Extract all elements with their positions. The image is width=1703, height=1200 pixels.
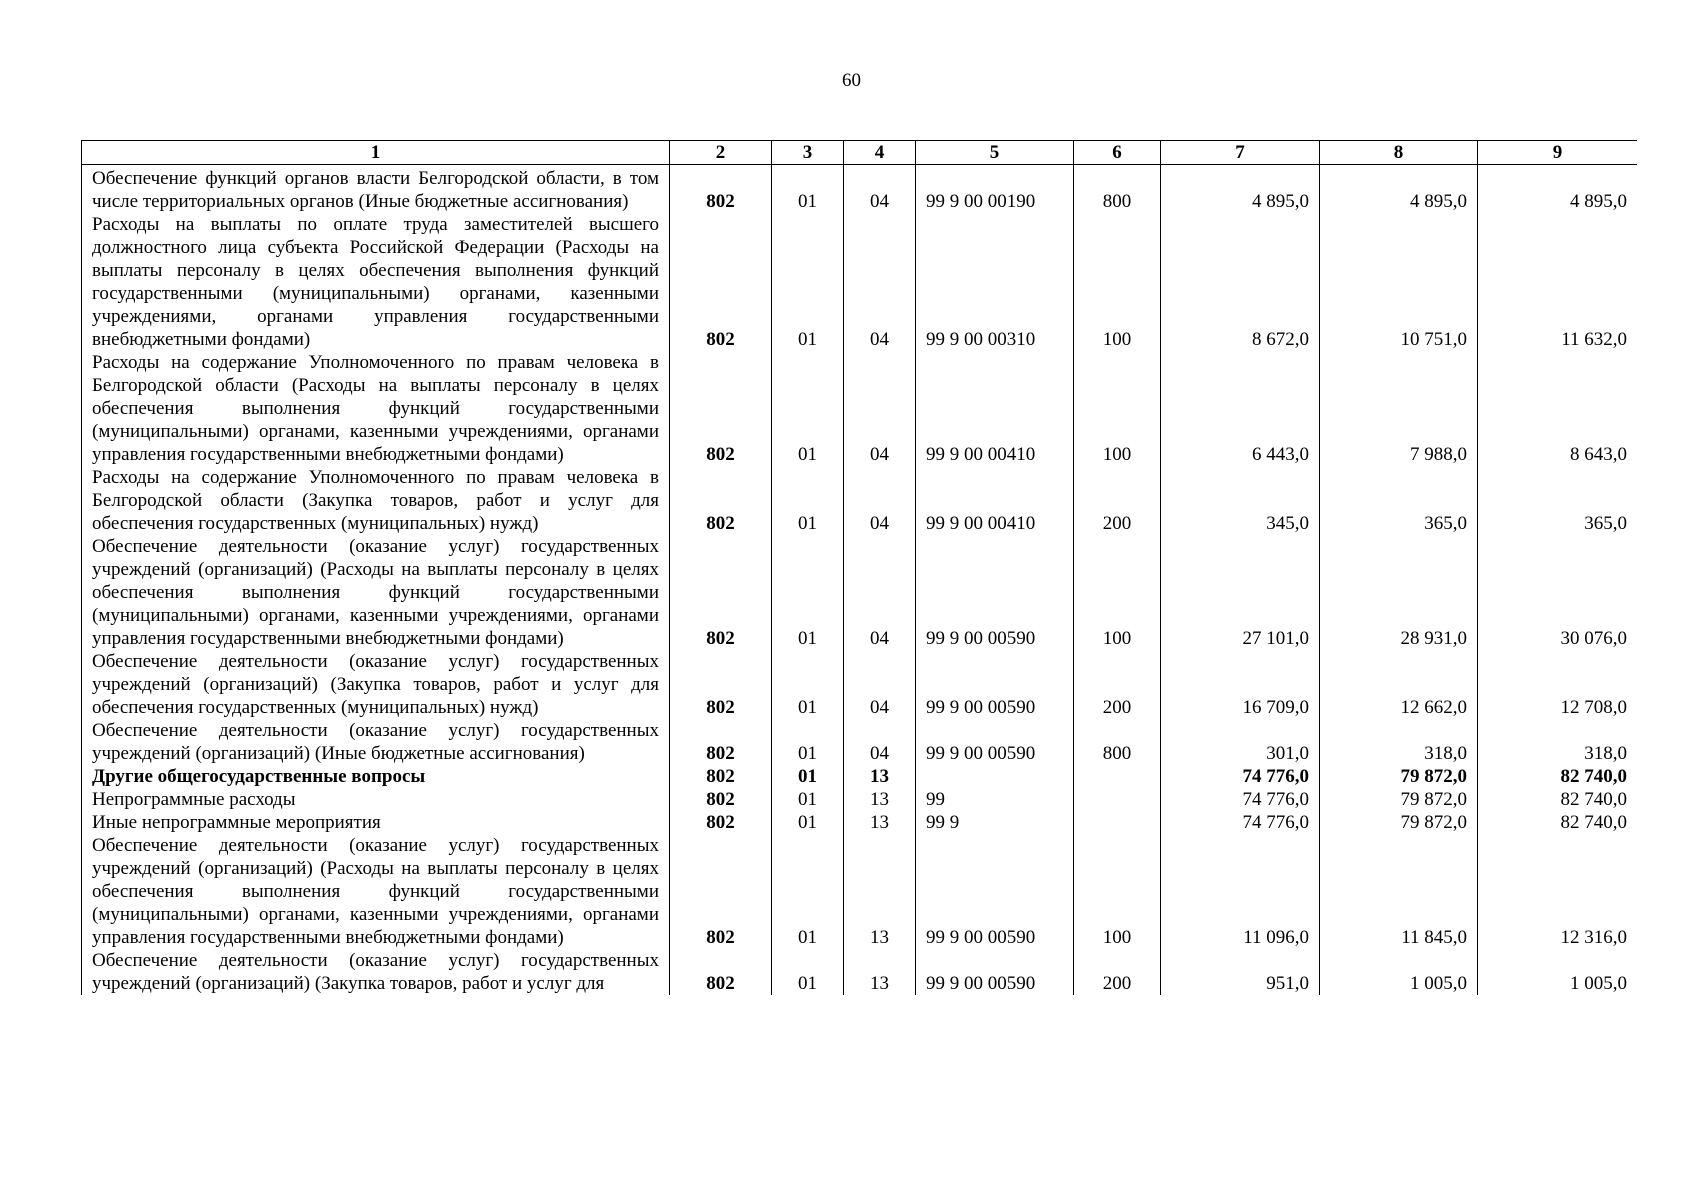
row-amount-col8: 10 751,0 [1320,213,1478,351]
row-admin-code: 802 [670,213,772,351]
row-description: Иные непрограммные мероприятия [82,811,670,834]
row-description: Непрограммные расходы [82,788,670,811]
row-expense-type: 200 [1074,466,1161,535]
row-admin-code: 802 [670,719,772,765]
row-description: Обеспечение функций органов власти Белгородской области, в том числе территориальных органов (Иные бюджетные ассигнования) [82,165,670,214]
row-subsection-code: 13 [844,811,916,834]
row-amount-col8: 7 988,0 [1320,351,1478,466]
row-expense-type: 200 [1074,650,1161,719]
table-row [82,719,1638,765]
row-target-article: 99 9 00 00310 [916,213,1074,351]
row-subsection-code: 13 [844,949,916,995]
row-admin-code: 802 [670,650,772,719]
row-amount-col9: 82 740,0 [1478,811,1638,834]
table-body [82,165,1638,996]
row-amount-col7: 6 443,0 [1161,351,1320,466]
table-row [82,535,1638,650]
budget-table [81,140,1637,995]
row-amount-col9: 82 740,0 [1478,788,1638,811]
row-description: Расходы на содержание Уполномоченного по правам человека в Белгородской области (Расходы на выплаты персоналу в целях обеспечения выполнения функций государственными (муниципальными) органами, казенными учреждениями, органами управления государственными внебюджетными фондами) [82,351,670,466]
row-admin-code: 802 [670,466,772,535]
row-subsection-code: 04 [844,351,916,466]
row-expense-type [1074,788,1161,811]
row-target-article: 99 9 00 00590 [916,535,1074,650]
row-expense-type: 800 [1074,719,1161,765]
row-amount-col7: 345,0 [1161,466,1320,535]
row-description: Обеспечение деятельности (оказание услуг) государственных учреждений (организаций) (Закупка товаров, работ и услуг для обеспечения государственных (муниципальных) нужд) [82,650,670,719]
row-amount-col7: 74 776,0 [1161,765,1320,788]
row-expense-type: 100 [1074,351,1161,466]
row-amount-col7: 16 709,0 [1161,650,1320,719]
col-header-4: 4 [844,141,916,165]
row-amount-col8: 79 872,0 [1320,765,1478,788]
header-row [82,141,1638,165]
row-expense-type [1074,811,1161,834]
row-admin-code: 802 [670,834,772,949]
row-amount-col9: 11 632,0 [1478,213,1638,351]
row-target-article: 99 9 [916,811,1074,834]
row-amount-col8: 318,0 [1320,719,1478,765]
table-row [82,765,1638,788]
row-amount-col9: 12 708,0 [1478,650,1638,719]
row-amount-col7: 74 776,0 [1161,788,1320,811]
row-amount-col9: 30 076,0 [1478,535,1638,650]
page-number: 60 [842,70,861,91]
row-target-article: 99 9 00 00410 [916,466,1074,535]
col-header-3: 3 [772,141,844,165]
row-amount-col9: 318,0 [1478,719,1638,765]
table-header [82,141,1638,165]
row-amount-col8: 11 845,0 [1320,834,1478,949]
row-target-article [916,765,1074,788]
row-target-article: 99 9 00 00590 [916,719,1074,765]
row-description: Расходы на выплаты по оплате труда заместителей высшего должностного лица субъекта Российской Федерации (Расходы на выплаты персоналу в целях обеспечения выполнения функций государственными (муниципальными) органами, казенными учреждениями, органами управления государственными внебюджетными фондами) [82,213,670,351]
table-row [82,788,1638,811]
row-target-article: 99 [916,788,1074,811]
table-row [82,466,1638,535]
table-row [82,165,1638,214]
row-subsection-code: 04 [844,466,916,535]
table-row [82,650,1638,719]
row-expense-type [1074,765,1161,788]
row-amount-col9: 1 005,0 [1478,949,1638,995]
row-amount-col8: 12 662,0 [1320,650,1478,719]
row-description: Обеспечение деятельности (оказание услуг) государственных учреждений (организаций) (Расходы на выплаты персоналу в целях обеспечения выполнения функций государственными (муниципальными) органами, казенными учреждениями, органами управления государственными внебюджетными фондами) [82,834,670,949]
row-admin-code: 802 [670,165,772,214]
table-row [82,834,1638,949]
row-section-code: 01 [772,650,844,719]
row-section-code: 01 [772,719,844,765]
row-target-article: 99 9 00 00410 [916,351,1074,466]
row-amount-col7: 74 776,0 [1161,811,1320,834]
row-admin-code: 802 [670,351,772,466]
col-header-1: 1 [82,141,670,165]
row-amount-col9: 8 643,0 [1478,351,1638,466]
row-admin-code: 802 [670,811,772,834]
row-subsection-code: 13 [844,788,916,811]
row-expense-type: 100 [1074,834,1161,949]
row-description: Расходы на содержание Уполномоченного по правам человека в Белгородской области (Закупка товаров, работ и услуг для обеспечения государственных (муниципальных) нужд) [82,466,670,535]
row-amount-col7: 951,0 [1161,949,1320,995]
row-admin-code: 802 [670,949,772,995]
row-amount-col8: 1 005,0 [1320,949,1478,995]
row-amount-col7: 4 895,0 [1161,165,1320,214]
budget-table-container [81,140,1637,1095]
col-header-8: 8 [1320,141,1478,165]
row-description: Обеспечение деятельности (оказание услуг) государственных учреждений (организаций) (Закупка товаров, работ и услуг для [82,949,670,995]
row-amount-col9: 82 740,0 [1478,765,1638,788]
row-subsection-code: 13 [844,765,916,788]
row-section-code: 01 [772,949,844,995]
row-section-code: 01 [772,811,844,834]
col-header-5: 5 [916,141,1074,165]
row-expense-type: 100 [1074,213,1161,351]
row-subsection-code: 04 [844,165,916,214]
col-header-6: 6 [1074,141,1161,165]
row-amount-col7: 301,0 [1161,719,1320,765]
row-description: Обеспечение деятельности (оказание услуг) государственных учреждений (организаций) (Иные бюджетные ассигнования) [82,719,670,765]
row-target-article: 99 9 00 00590 [916,834,1074,949]
row-target-article: 99 9 00 00190 [916,165,1074,214]
row-expense-type: 800 [1074,165,1161,214]
row-amount-col7: 8 672,0 [1161,213,1320,351]
row-admin-code: 802 [670,535,772,650]
row-target-article: 99 9 00 00590 [916,949,1074,995]
table-row [82,811,1638,834]
table-row [82,351,1638,466]
row-section-code: 01 [772,834,844,949]
row-subsection-code: 13 [844,834,916,949]
row-amount-col7: 27 101,0 [1161,535,1320,650]
row-section-code: 01 [772,535,844,650]
row-subsection-code: 04 [844,650,916,719]
row-section-code: 01 [772,765,844,788]
col-header-2: 2 [670,141,772,165]
row-admin-code: 802 [670,788,772,811]
row-target-article: 99 9 00 00590 [916,650,1074,719]
row-section-code: 01 [772,351,844,466]
row-admin-code: 802 [670,765,772,788]
row-amount-col8: 79 872,0 [1320,811,1478,834]
row-amount-col8: 365,0 [1320,466,1478,535]
row-section-code: 01 [772,165,844,214]
row-amount-col9: 12 316,0 [1478,834,1638,949]
row-expense-type: 200 [1074,949,1161,995]
row-expense-type: 100 [1074,535,1161,650]
row-amount-col8: 28 931,0 [1320,535,1478,650]
row-amount-col9: 365,0 [1478,466,1638,535]
row-subsection-code: 04 [844,719,916,765]
table-row [82,213,1638,351]
row-description: Другие общегосударственные вопросы [82,765,670,788]
row-subsection-code: 04 [844,213,916,351]
row-amount-col7: 11 096,0 [1161,834,1320,949]
col-header-7: 7 [1161,141,1320,165]
row-description: Обеспечение деятельности (оказание услуг) государственных учреждений (организаций) (Расходы на выплаты персоналу в целях обеспечения выполнения функций государственными (муниципальными) органами, казенными учреждениями, органами управления государственными внебюджетными фондами) [82,535,670,650]
row-amount-col8: 4 895,0 [1320,165,1478,214]
row-amount-col8: 79 872,0 [1320,788,1478,811]
row-subsection-code: 04 [844,535,916,650]
row-section-code: 01 [772,213,844,351]
row-section-code: 01 [772,788,844,811]
col-header-9: 9 [1478,141,1638,165]
row-amount-col9: 4 895,0 [1478,165,1638,214]
row-section-code: 01 [772,466,844,535]
table-row [82,949,1638,995]
